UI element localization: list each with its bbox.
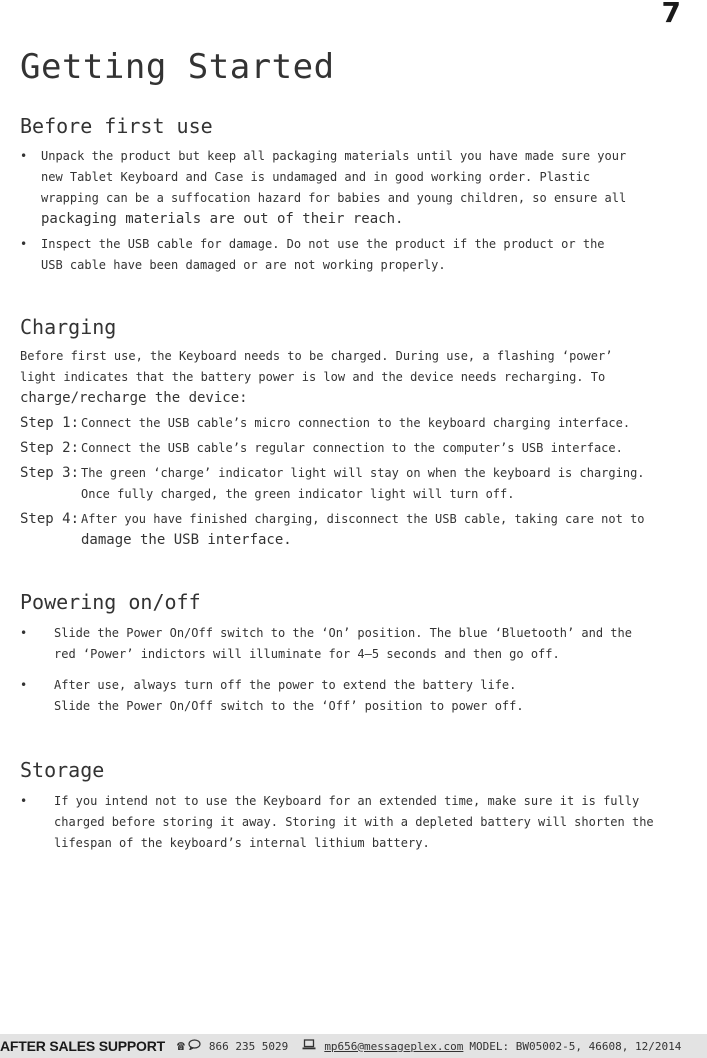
step-label: Step 1: [20,415,80,431]
section-charging [20,314,695,551]
list-item [20,146,695,230]
page-number: 7 [661,0,681,29]
text-line: packaging materials are out of their reach. [41,211,404,227]
model-info: MODEL: BW05002-5, 46608, 12/2014 [469,1039,682,1053]
telephone-icon: ☎ [177,1038,185,1054]
after-sales-footer [0,1034,707,1058]
text-line: Slide the Power On/Off switch to the ‘On’ position. The blue ‘Bluetooth’ and the [54,626,632,640]
step-label: Step 3: [20,465,80,481]
section-storage [20,757,695,854]
text-line: USB cable have been damaged or are not working properly. [41,258,446,272]
section-powering [20,589,695,717]
step-item [20,413,695,434]
section-heading: Charging [20,315,117,339]
bullet-icon: • [20,678,28,692]
charging-steps [20,413,695,551]
section-heading: Before first use [20,114,213,138]
text-line: Slide the Power On/Off switch to the ‘Off’ position to power off. [54,699,524,713]
text-line: Before first use, the Keyboard needs to be charged. During use, a flashing ‘power’ [20,349,613,363]
text-line: lifespan of the keyboard’s internal lithium battery. [54,836,430,850]
support-phone[interactable]: 866 235 5029 [208,1039,289,1053]
text-line: Once fully charged, the green indicator light will turn off. [81,487,515,501]
step-item [20,438,695,459]
step-item [20,463,695,505]
text-line: light indicates that the battery power is low and the device needs recharging. To [20,370,606,384]
page-content [20,46,695,854]
text-line: new Tablet Keyboard and Case is undamaged and in good working order. Plastic [41,170,591,184]
text-line: damage the USB interface. [81,532,292,548]
bullet-list [20,623,695,717]
laptop-icon [302,1039,316,1054]
after-sales-label: AFTER SALES SUPPORT [0,1038,165,1054]
charging-intro [20,346,695,409]
section-heading: Storage [20,758,105,782]
text-line: Connect the USB cable’s regular connection to the computer’s USB interface. [81,441,623,455]
bullet-icon: • [20,237,28,251]
list-item [20,675,695,717]
support-email-link[interactable]: mp656@messageplex.com [324,1039,464,1053]
bullet-list [20,146,695,276]
bullet-list [20,791,695,854]
bullet-icon: • [20,626,28,640]
text-line: charged before storing it away. Storing it with a depleted battery will shorten the [54,815,654,829]
text-line: After you have finished charging, disconnect the USB cable, taking care not to [81,512,645,526]
bullet-icon: • [20,149,28,163]
step-label: Step 2: [20,440,80,456]
speech-bubble-icon [188,1039,201,1054]
text-line: red ‘Power’ indictors will illuminate for 4–5 seconds and then go off. [54,647,560,661]
text-line: Connect the USB cable’s micro connection to the keyboard charging interface. [81,416,631,430]
list-item [20,234,695,276]
page-title: Getting Started [20,47,335,87]
text-line: If you intend not to use the Keyboard for an extended time, make sure it is fully [54,794,640,808]
text-line: charge/recharge the device: [20,390,248,406]
text-line: After use, always turn off the power to extend the battery life. [54,678,517,692]
step-item [20,509,695,551]
list-item [20,791,695,854]
text-line: Unpack the product but keep all packaging materials until you have made sure your [41,149,627,163]
text-line: The green ‘charge’ indicator light will stay on when the keyboard is charging. [81,466,645,480]
section-before-first-use [20,113,695,276]
list-item [20,623,695,665]
bullet-icon: • [20,794,28,808]
text-line: wrapping can be a suffocation hazard for babies and young children, so ensure all [41,191,627,205]
section-heading: Powering on/off [20,590,201,614]
text-line: Inspect the USB cable for damage. Do not use the product if the product or the [41,237,605,251]
step-label: Step 4: [20,511,80,527]
